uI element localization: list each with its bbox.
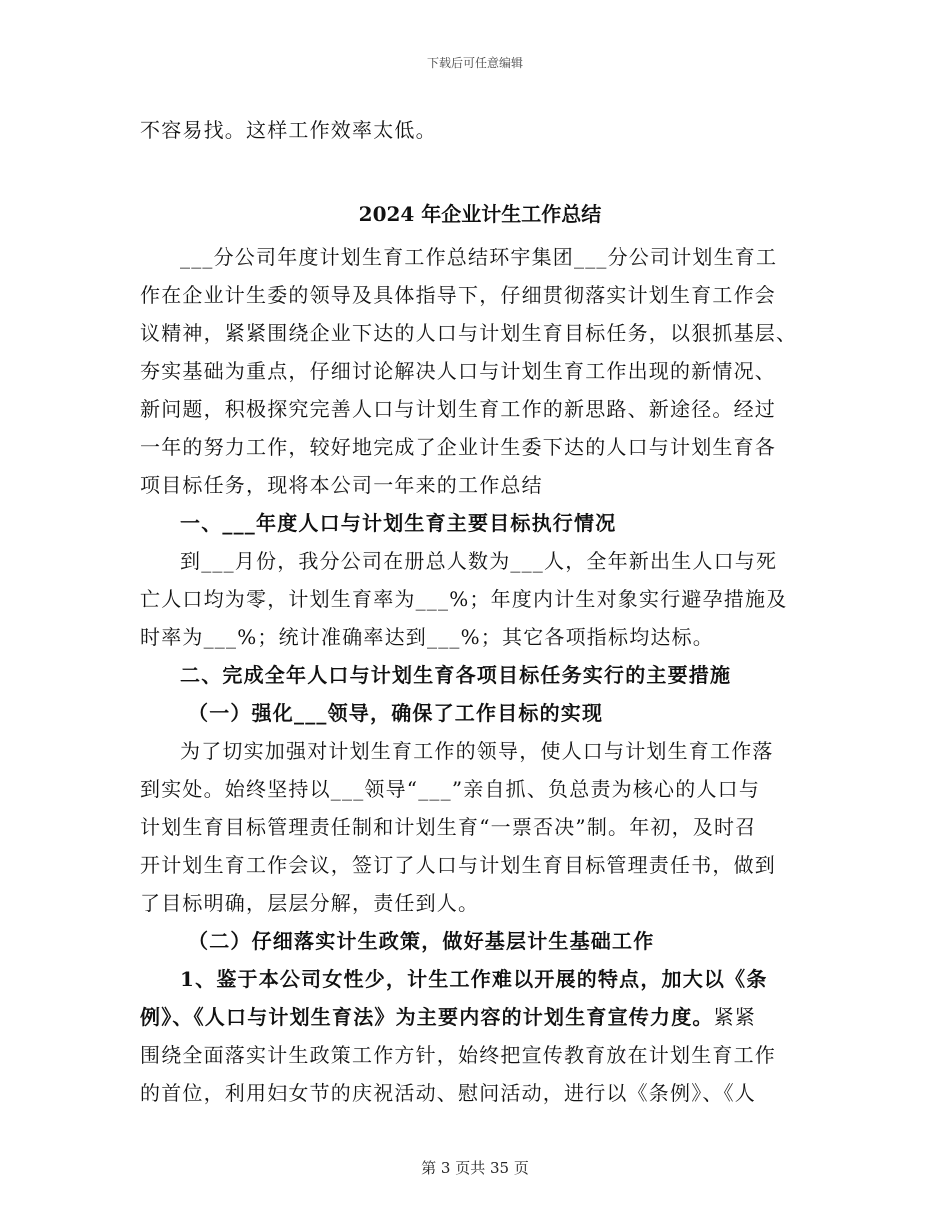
- paragraph-line: [140, 998, 820, 1036]
- paragraph-line: 了目标明确，层层分解，责任到人。: [140, 891, 480, 915]
- paragraph-targets: [140, 542, 820, 656]
- paragraph-line: 到___月份，我分公司在册总人数为___人，全年新出生人口与死: [180, 549, 778, 573]
- subsection-heading-1: （一）强化___领导，确保了工作目标的实现: [188, 701, 604, 725]
- section-heading-1: 一、___年度人口与计划生育主要目标执行情况: [180, 511, 617, 535]
- paragraph-line: 计划生育目标管理责任制和计划生育“一票否决”制。年初，及时召: [140, 815, 757, 839]
- paragraph-line: 时率为___%；统计准确率达到___%；其它各项指标均达标。: [140, 625, 715, 649]
- paragraph-line: 到实处。始终坚持以___领导“___”亲自抓、负总责为核心的人口与: [140, 777, 761, 801]
- subsection-heading-2: （二）仔细落实计生政策，做好基层计生基础工作: [188, 929, 655, 953]
- section-heading-2: 二、完成全年人口与计划生育各项目标任务实行的主要措施: [180, 663, 732, 687]
- continued-line: 不容易找。这样工作效率太低。: [140, 118, 437, 142]
- paragraph-line-bold: 1、鉴于本公司女性少，计生工作难以开展的特点，加大以《条: [180, 967, 768, 991]
- paragraph-line: 开计划生育工作会议，签订了人口与计划生育目标管理责任书，做到: [140, 853, 776, 877]
- bold-run: 例》、《人口与计划生育法》为主要内容的计划生育宣传力度。: [140, 1005, 714, 1029]
- paragraph-line: ___分公司年度计划生育工作总结环宇集团___分公司计划生育工: [180, 245, 778, 269]
- paragraph-line: 围绕全面落实计生政策工作方针，始终把宣传教育放在计划生育工作: [140, 1043, 776, 1067]
- paragraph-line: 一年的努力工作，较好地完成了企业计生委下达的人口与计划生育各: [140, 435, 776, 459]
- paragraph-line: 夯实基础为重点，仔细讨论解决人口与计划生育工作出现的新情况、: [140, 359, 776, 383]
- paragraph-line: 新问题，积极探究完善人口与计划生育工作的新思路、新途径。经过: [140, 397, 776, 421]
- document-body: [140, 111, 820, 1112]
- paragraph-line: 议精神，紧紧围绕企业下达的人口与计划生育目标任务，以狠抓基层、: [140, 321, 798, 345]
- document-title: 2024 年企业计生工作总结: [358, 202, 602, 226]
- paragraph-line: 为了切实加强对计划生育工作的领导，使人口与计划生育工作落: [180, 739, 774, 763]
- paragraph-line: 的首位，利用妇女节的庆祝活动、慰问活动，进行以《条例》、《人: [140, 1081, 756, 1105]
- normal-run: 紧紧: [713, 1005, 757, 1029]
- paragraph-line: 作在企业计生委的领导及具体指导下，仔细贯彻落实计划生育工作会: [140, 283, 776, 307]
- paragraph-intro: [140, 238, 820, 504]
- paragraph-publicity: [140, 960, 820, 1112]
- paragraph-line: 亡人口均为零，计划生育率为___%；年度内计生对象实行避孕措施及: [140, 587, 788, 611]
- page-header: 下载后可任意编辑: [426, 56, 523, 70]
- page-footer: 第 3 页共 35 页: [421, 1159, 529, 1177]
- paragraph-leadership: [140, 732, 820, 922]
- paragraph-line: 项目标任务，现将本公司一年来的工作总结: [140, 473, 543, 497]
